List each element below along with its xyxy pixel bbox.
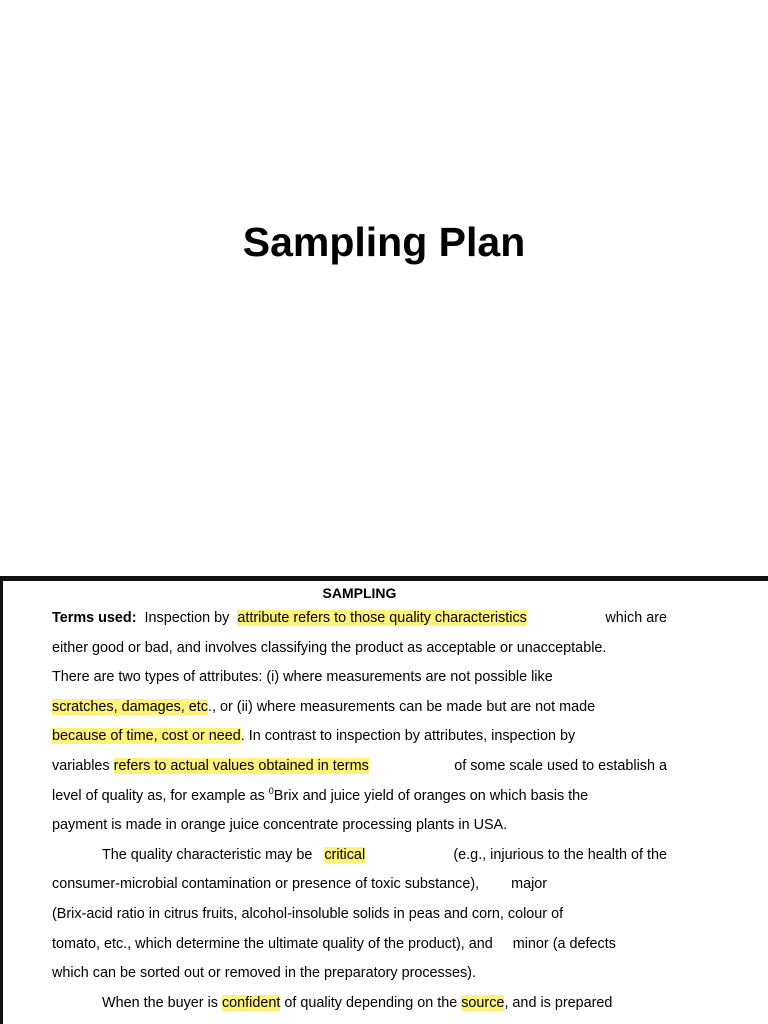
text-line-4: [52, 693, 667, 723]
text-line-5: [52, 722, 667, 752]
text-line-11: [52, 900, 667, 930]
text-segment: When the buyer is: [102, 994, 218, 1011]
text-segment: either good or bad, and involves classifying the product as acceptable or unacceptable.: [52, 639, 607, 656]
text-segment: (e.g., injurious to the health of the: [453, 846, 667, 863]
text-line-14: [52, 989, 667, 1019]
text-segment: Inspection by: [144, 610, 230, 626]
page-left-border: [0, 581, 3, 1024]
text-segment: (Brix-acid ratio in citrus fruits, alcohol-insoluble solids in peas and corn, colour of: [52, 905, 564, 922]
text-line-1: [52, 604, 667, 634]
text-line-3: [52, 663, 667, 693]
terms-label: Terms used:: [52, 610, 137, 626]
text-line-6: [52, 752, 667, 782]
text-segment: , and is prepared: [504, 994, 613, 1011]
highlight: scratches, damages, etc: [52, 698, 208, 715]
text-segment: payment is made in orange juice concentrate processing plants in USA.: [52, 817, 508, 834]
text-line-13: [52, 959, 667, 989]
slide-title: Sampling Plan: [242, 219, 526, 265]
text-segment: level of quality as, for example as: [52, 787, 265, 804]
text-segment: variables: [52, 757, 110, 774]
text-segment: of quality depending on the: [284, 994, 458, 1011]
text-segment: tomato, etc., which determine the ultimate quality of the product), and minor (a defects: [52, 935, 616, 952]
text-segment: . In contrast to inspection by attributes, inspection by: [240, 728, 576, 745]
highlight: confident: [221, 994, 281, 1011]
text-line-10: [52, 870, 667, 900]
text-segment: The quality characteristic may be: [102, 846, 313, 863]
slide-divider: [0, 576, 768, 581]
degree-superscript: 0: [268, 785, 274, 796]
text-segment: ., or (ii) where measurements can be made but are not made: [207, 698, 596, 715]
text-segment: which are: [605, 610, 667, 626]
highlight: source: [461, 994, 505, 1011]
highlight: because of time, cost or need: [52, 728, 241, 745]
highlight: attribute refers to those quality characteristics: [237, 610, 527, 626]
text-line-8: [52, 811, 667, 841]
text-segment: of some scale used to establish a: [454, 757, 667, 774]
document-heading: SAMPLING: [322, 585, 397, 601]
text-segment: There are two types of attributes: (i) where measurements are not possible like: [52, 669, 553, 686]
text-segment: consumer-microbial contamination or presence of toxic substance), major: [52, 876, 548, 893]
text-line-7: [52, 782, 667, 812]
document-page: [52, 582, 667, 1018]
highlight: critical: [324, 846, 366, 863]
highlight: refers to actual values obtained in terms: [113, 757, 369, 774]
text-line-9: [52, 841, 667, 871]
text-line-2: [52, 634, 667, 664]
text-line-12: [52, 930, 667, 960]
text-segment: Brix and juice yield of oranges on which basis the: [273, 787, 589, 804]
text-segment: which can be sorted out or removed in the preparatory processes).: [52, 965, 476, 982]
